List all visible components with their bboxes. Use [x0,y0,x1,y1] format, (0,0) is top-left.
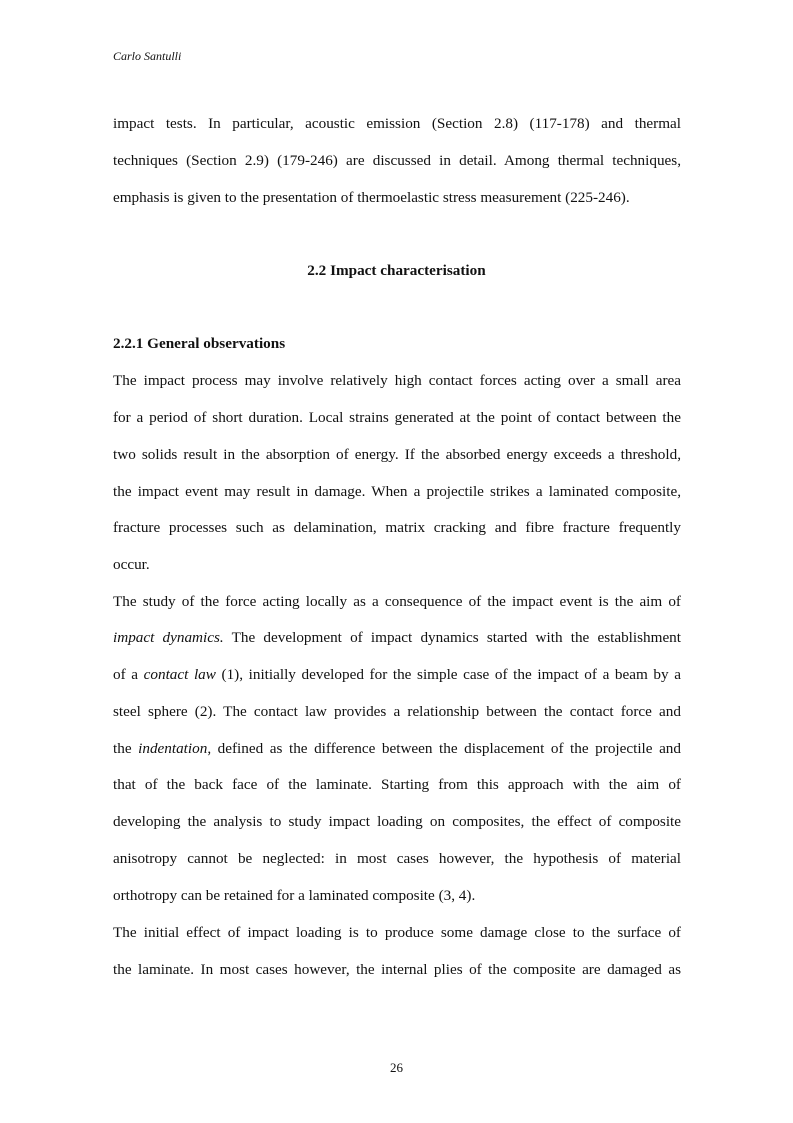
paragraph-2-line-5 [113,739,681,759]
intro-line-3: emphasis is given to the presentation of thermoelastic stress measurement (225-246). [113,189,630,206]
subsection-heading: 2.2.1 General observations [113,335,286,352]
section-heading: 2.2 Impact characterisation [307,262,486,279]
paragraph-3-line-1: The initial effect of impact loading is to produce some damage close to the surface of [113,924,681,941]
italic-term-impact-dynamics: impact dynamics. [113,629,224,646]
paragraph-2-line-2 [113,628,681,648]
intro-line-1: impact tests. In particular, acoustic emission (Section 2.8) (117-178) and thermal [113,115,681,132]
paragraph-2-line-5-start: the [113,740,139,757]
paragraph-1-line-1: The impact process may involve relatively high contact forces acting over a small area [113,372,681,389]
paragraph-2-line-3 [113,665,681,685]
running-header-author: Carlo Santulli [113,49,182,63]
paragraph-1-line-3: two solids result in the absorption of energy. If the absorbed energy exceeds a threshold, [113,446,681,463]
paragraph-2-line-3-start: of a [113,666,144,683]
paragraph-2-line-8: anisotropy cannot be neglected: in most cases however, the hypothesis of material [113,850,681,867]
paragraph-2-line-9: orthotropy can be retained for a laminated composite (3, 4). [113,887,476,904]
paragraph-1-line-4: the impact event may result in damage. When a projectile strikes a laminated composite, [113,483,681,500]
paragraph-1-line-5: fracture processes such as delamination, matrix cracking and fibre fracture frequently [113,519,681,536]
paragraph-2-line-7: developing the analysis to study impact loading on composites, the effect of composite [113,813,681,830]
page-number: 26 [390,1060,403,1075]
paragraph-2-line-6: that of the back face of the laminate. Starting from this approach with the aim of [113,776,681,793]
paragraph-2-line-4: steel sphere (2). The contact law provides a relationship between the contact force and [113,703,681,720]
paragraph-2-line-3-end: (1), initially developed for the simple case of the impact of a beam by a [215,666,681,683]
paragraph-1-line-6: occur. [113,556,150,573]
paragraph-3-line-2: the laminate. In most cases however, the internal plies of the composite are damaged as [113,961,681,978]
paragraph-1-line-2: for a period of short duration. Local strains generated at the point of contact between the [113,409,681,426]
italic-term-indentation: indentation [138,740,208,757]
paragraph-2-line-5-end: , defined as the difference between the displacement of the projectile and [207,740,681,757]
paragraph-2-line-2-text: The development of impact dynamics started with the establishment [223,629,681,646]
italic-term-contact-law: contact law [143,666,216,683]
intro-line-2: techniques (Section 2.9) (179-246) are discussed in detail. Among thermal techniques, [113,152,681,169]
paragraph-2-line-1: The study of the force acting locally as a consequence of the impact event is the aim of [113,593,681,610]
